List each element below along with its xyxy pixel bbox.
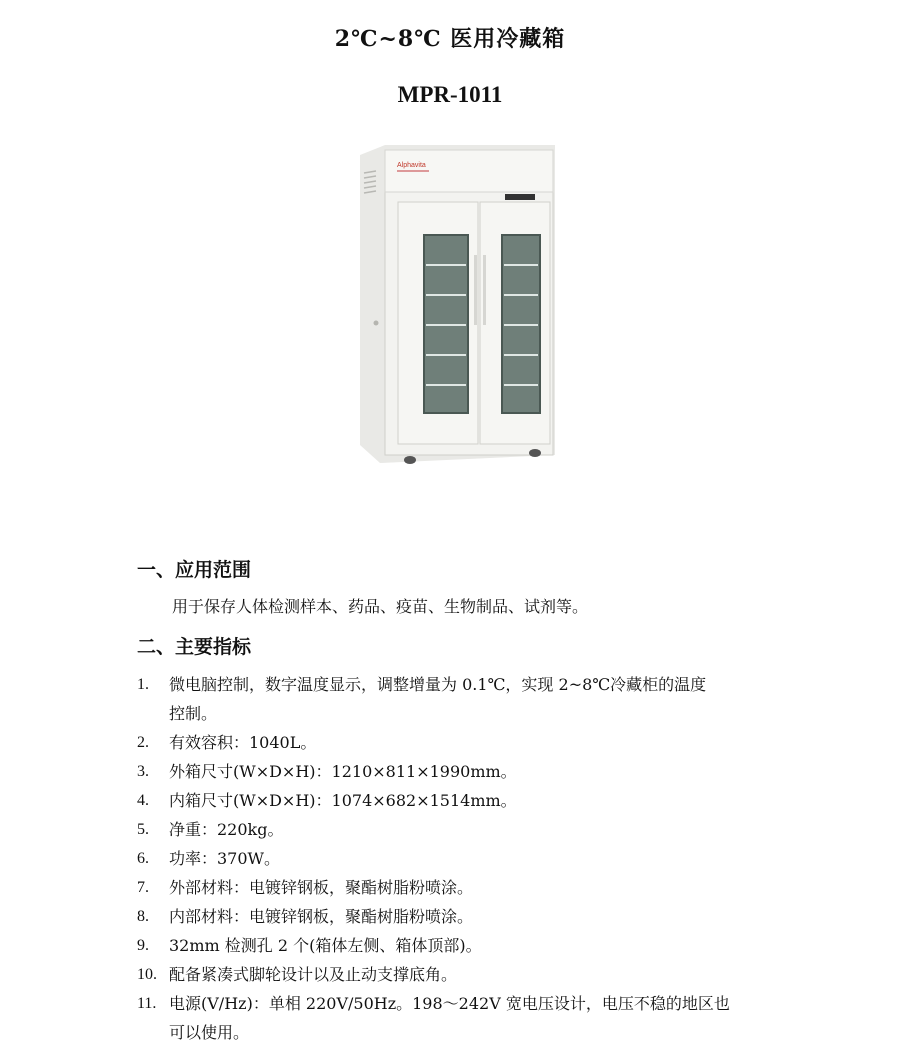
item-number: 11.	[137, 995, 157, 1012]
item-text-line: 内部材料：电镀锌钢板，聚酯树脂粉喷涂。	[169, 907, 474, 926]
left-handle	[474, 255, 477, 325]
list-item	[137, 844, 787, 873]
item-number: 5.	[137, 821, 149, 838]
list-item	[137, 786, 787, 815]
item-text-line: 控制。	[169, 704, 218, 723]
item-number: 7.	[137, 879, 149, 896]
list-item	[137, 757, 787, 786]
item-number: 1.	[137, 676, 149, 693]
list-item	[137, 728, 787, 757]
fridge-product-image	[340, 145, 580, 475]
item-text-line: 外部材料：电镀锌钢板，聚酯树脂粉喷涂。	[169, 878, 474, 897]
item-text-line: 电源(V/Hz)：单相 220V/50Hz。198～242V 宽电压设计，电压不稳的地区也	[169, 994, 730, 1013]
item-number: 3.	[137, 763, 149, 780]
side-port	[374, 321, 379, 326]
specs-list	[137, 670, 787, 1047]
temperature-display	[505, 194, 535, 200]
list-item	[137, 670, 787, 728]
item-text-line: 净重：220kg。	[169, 820, 284, 839]
document-title: 2℃~8℃ 医用冷藏箱	[334, 26, 566, 52]
list-item	[137, 931, 787, 960]
item-number: 10.	[137, 966, 157, 983]
item-text-line: 内箱尺寸(W×D×H)：1074×682×1514mm。	[169, 791, 517, 810]
caster-right	[529, 449, 541, 457]
item-number: 6.	[137, 850, 149, 867]
item-text-line: 有效容积：1040L。	[169, 733, 317, 752]
item-number: 8.	[137, 908, 149, 925]
logo-underline	[397, 170, 429, 172]
item-number: 2.	[137, 734, 149, 751]
model-number: MPR-1011	[397, 82, 503, 107]
item-number: 4.	[137, 792, 149, 809]
item-text-line: 配备紧凑式脚轮设计以及止动支撑底角。	[169, 965, 458, 984]
section-heading-specs: 二、主要指标	[137, 636, 252, 658]
list-item	[137, 960, 787, 989]
item-text-line: 微电脑控制，数字温度显示，调整增量为 0.1℃，实现 2~8℃冷藏柜的温度	[169, 675, 707, 694]
item-text-line: 功率：370W。	[169, 849, 280, 868]
section-heading-scope: 一、应用范围	[137, 559, 252, 581]
list-item	[137, 873, 787, 902]
brand-logo: Alphavita	[397, 162, 426, 169]
item-text-line: 外箱尺寸(W×D×H)：1210×811×1990mm。	[169, 762, 517, 781]
caster-left	[404, 456, 416, 464]
right-handle	[483, 255, 486, 325]
item-text-line: 32mm 检测孔 2 个(箱体左侧、箱体顶部)。	[169, 936, 482, 955]
list-item	[137, 815, 787, 844]
list-item	[137, 989, 787, 1047]
item-text-line: 可以使用。	[169, 1023, 250, 1042]
item-number: 9.	[137, 937, 149, 954]
list-item	[137, 902, 787, 931]
scope-text: 用于保存人体检测样本、药品、疫苗、生物制品、试剂等。	[172, 597, 589, 616]
